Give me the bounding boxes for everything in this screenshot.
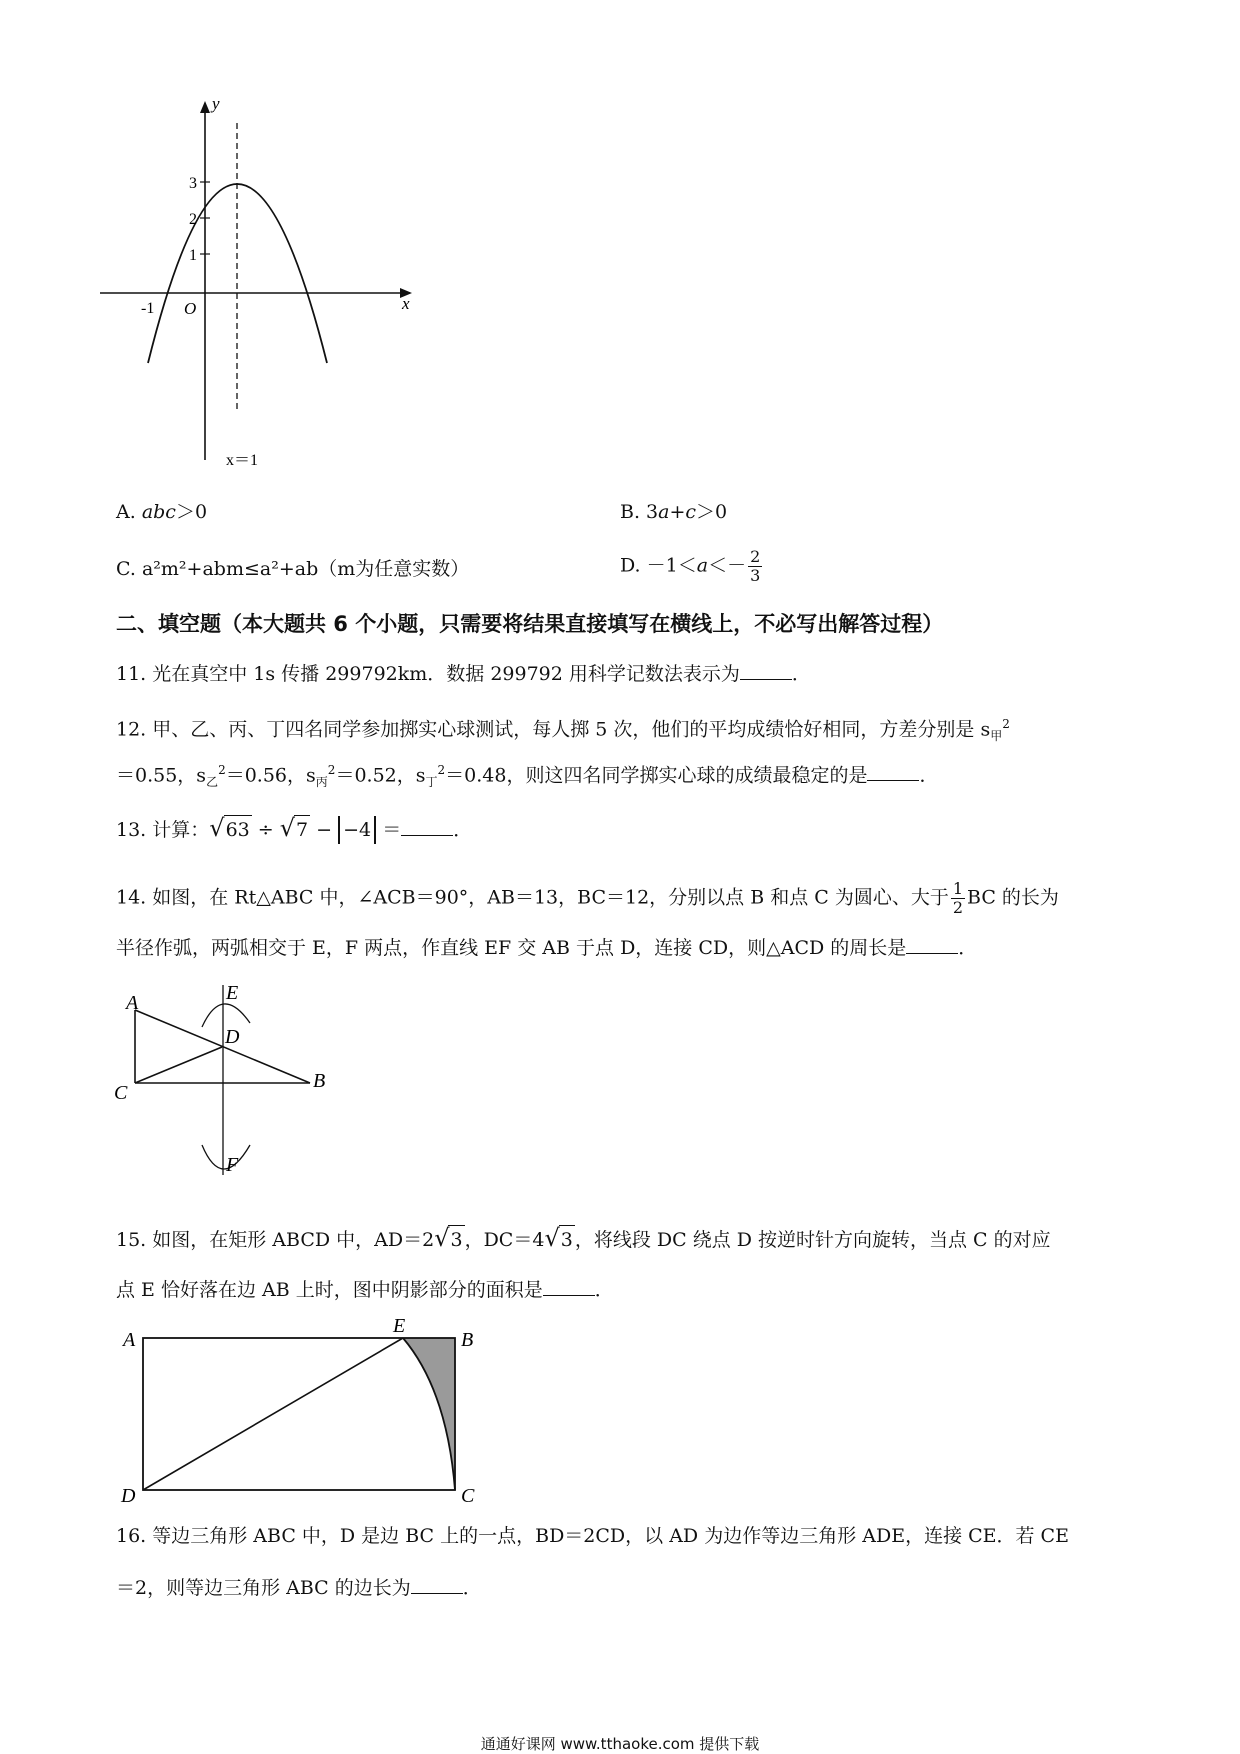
question-15-line1: 15. 如图，在矩形 ABCD 中，AD＝2√3 ，DC＝4√3 ，将线段 DC 绕点 D 按逆时针方向旋转，当点 C 的对应: [116, 1224, 1051, 1252]
point-e-label: E: [226, 982, 239, 1004]
answer-blank: [740, 661, 792, 680]
y-label: y: [212, 95, 220, 113]
question-16-line1: 16. 等边三角形 ABC 中，D 是边 BC 上的一点，BD＝2CD，以 AD 为边作等边三角形 ADE，连接 CE．若 CE: [116, 1525, 1069, 1547]
point-f-label: F: [226, 1154, 239, 1176]
tick-3: 3: [189, 175, 197, 192]
tick-2: 2: [189, 211, 197, 228]
fraction-two-thirds: $\frac{2}{3}$: [750, 547, 761, 585]
arc-top: [202, 1004, 250, 1027]
question-15-line2: 点 E 恰好落在边 AB 上时，图中阴影部分的面积是 ．: [116, 1279, 614, 1301]
rect-e-label: E: [393, 1315, 406, 1337]
parabola-figure: [100, 95, 440, 479]
rect-c-label: C: [461, 1485, 475, 1507]
question-12-line1: 12. 甲、乙、丙、丁四名同学参加掷实心球测试，每人掷 5 次，他们的平均成绩恰好相同，方差分别是 $s_甲^2$: [116, 717, 1010, 744]
answer-blank: [867, 762, 919, 781]
question-12-line2: ＝0.55，$s_乙^2=0.56$，$s_丙^2=0.52$，$s_丁^2=0.48$，则这四名同学掷实心球的成绩最稳定的是 ．: [116, 763, 939, 790]
option-c: C. a²m²+abm≤a²+ab（m为任意实数）: [116, 558, 470, 580]
option-d: D. －1＜a＜－ $\frac{2}{3}$: [620, 547, 761, 585]
origin-label: O: [184, 299, 197, 318]
answer-blank: [543, 1277, 595, 1296]
point-c-label: C: [114, 1082, 128, 1104]
question-14-line2: 半径作弧，两弧相交于 E，F 两点，作直线 EF 交 AB 于点 D，连接 CD，则△ACD 的周长是 ．: [116, 937, 978, 959]
segment-de: [143, 1338, 403, 1490]
rect-a-label: A: [123, 1329, 136, 1351]
x-label: x: [402, 294, 410, 313]
axis-line-label: x＝1: [226, 452, 259, 469]
point-a-label: A: [126, 992, 139, 1014]
figure-15: [115, 1310, 485, 1514]
option-a: A. abc＞0: [116, 501, 208, 523]
tick-1: 1: [189, 247, 197, 264]
question-16-line2: ＝2，则等边三角形 ABC 的边长为 ．: [116, 1577, 482, 1599]
figure-14: [110, 975, 340, 1209]
question-11: 11. 光在真空中 1s 传播 299792km．数据 299792 用科学记数法表示为 ．: [116, 663, 811, 685]
question-14-line1: 14. 如图，在 Rt△ABC 中，∠ACB＝90°，AB＝13，BC＝12，分别以点 B 和点 C 为圆心、大于 $\frac{1}{2}$ BC 的长为: [116, 879, 1059, 917]
answer-blank: [401, 817, 453, 836]
shaded-region: [403, 1338, 455, 1490]
point-b-label: B: [313, 1070, 326, 1092]
segment-cd: [135, 1047, 222, 1083]
question-13: 13. 计算：√63 ÷ √7 − −4 ＝ ．: [116, 814, 473, 842]
rect-b-label: B: [461, 1329, 474, 1351]
answer-blank: [411, 1575, 463, 1594]
option-b: B. 3a+c＞0: [620, 501, 728, 523]
fraction-half: $\frac{1}{2}$: [952, 879, 964, 917]
section-title: 二、填空题（本大题共 6 个小题，只需要将结果直接填写在横线上，不必写出解答过程）: [116, 612, 944, 636]
rectangle-abcd: [143, 1338, 455, 1490]
rect-d-label: D: [121, 1485, 136, 1507]
page-footer: 通通好课网 www.tthaoke.com 提供下载: [480, 1735, 760, 1753]
tick-neg1: -1: [141, 300, 155, 317]
answer-blank: [906, 935, 958, 954]
point-d-label: D: [225, 1026, 240, 1048]
